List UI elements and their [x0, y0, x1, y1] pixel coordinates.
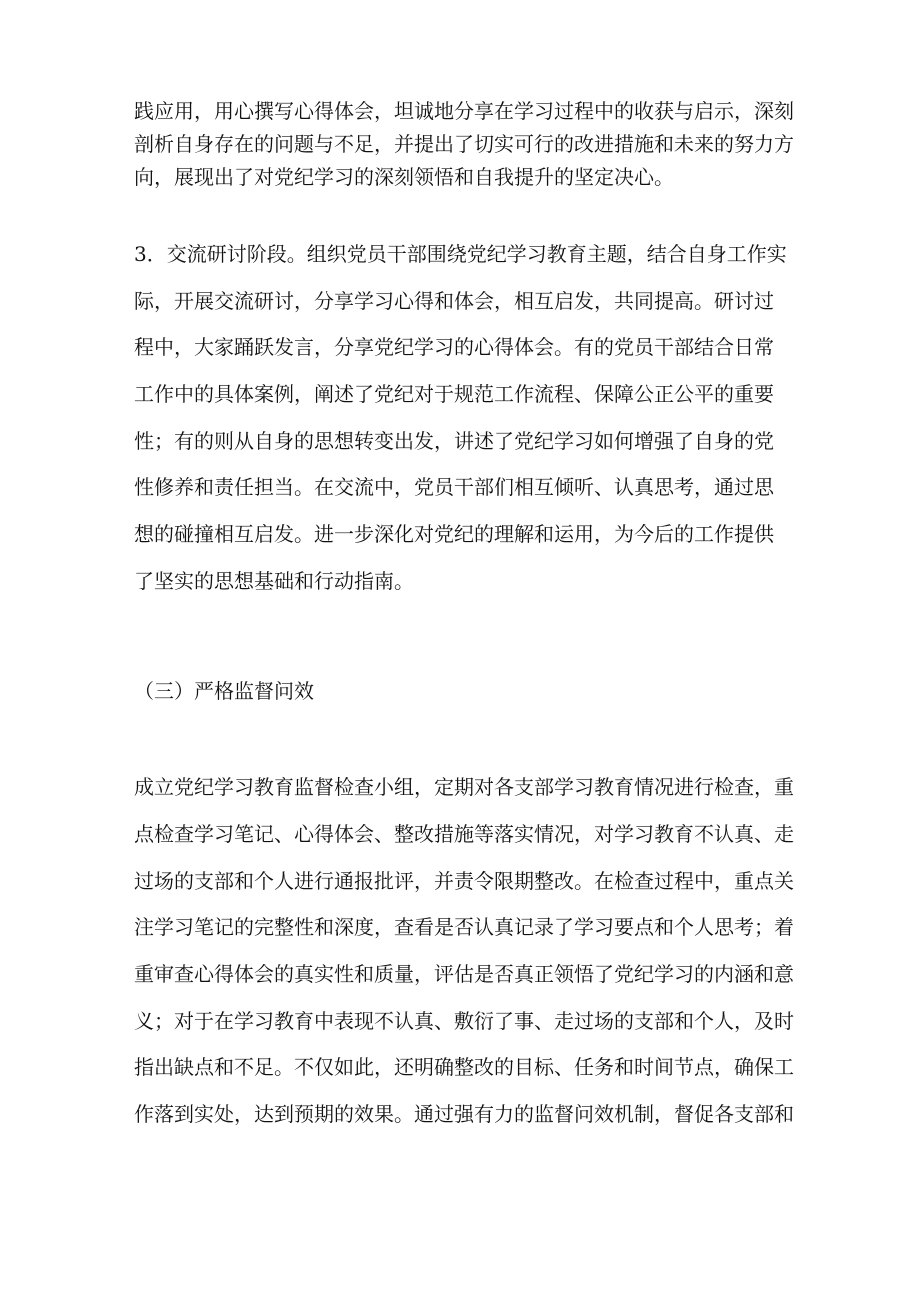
paragraph-2-line-2: 际，开展交流研讨，分享学习心得和体会，相互启发，共同提高。研讨过: [134, 289, 774, 313]
paragraph-2-line-7: 想的碰撞相互启发。进一步深化对党纪的理解和运用，为今后的工作提供: [134, 522, 774, 546]
paragraph-1-line-3: 向，展现出了对党纪学习的深刻领悟和自我提升的坚定决心。: [134, 165, 674, 189]
paragraph-1-line-2: 剖析自身存在的问题与不足，并提出了切实可行的改进措施和未来的努力方: [134, 132, 794, 156]
paragraph-2-line-4: 工作中的具体案例，阐述了党纪对于规范工作流程、保障公正公平的重要: [134, 382, 774, 406]
paragraph-3-line-4: 注学习笔记的完整性和深度，查看是否认真记录了学习要点和个人思考；着: [134, 915, 794, 939]
paragraph-2-line-6: 性修养和责任担当。在交流中，党员干部们相互倾听、认真思考，通过思: [134, 475, 774, 499]
paragraph-2-line-1: 3．交流研讨阶段。组织党员干部围绕党纪学习教育主题，结合自身工作实: [134, 242, 787, 266]
paragraph-1-line-1: 践应用，用心撰写心得体会，坦诚地分享在学习过程中的收获与启示，深刻: [134, 99, 794, 123]
paragraph-2-line-3: 程中，大家踊跃发言，分享党纪学习的心得体会。有的党员干部结合日常: [134, 335, 774, 359]
paragraph-3-line-5: 重审查心得体会的真实性和质量，评估是否真正领悟了党纪学习的内涵和意: [134, 962, 794, 986]
paragraph-3-line-1: 成立党纪学习教育监督检查小组，定期对各支部学习教育情况进行检查，重: [134, 775, 794, 799]
paragraph-3-line-2: 点检查学习笔记、心得体会、整改措施等落实情况，对学习教育不认真、走: [134, 822, 794, 846]
paragraph-3-line-6: 义；对于在学习教育中表现不认真、敷衍了事、走过场的支部和个人，及时: [134, 1009, 794, 1033]
paragraph-3-line-7: 指出缺点和不足。不仅如此，还明确整改的目标、任务和时间节点，确保工: [134, 1055, 794, 1079]
paragraph-2-line-8: 了坚实的思想基础和行动指南。: [134, 569, 414, 593]
section-heading: （三）严格监督问效: [134, 679, 314, 703]
paragraph-3-line-8: 作落到实处，达到预期的效果。通过强有力的监督问效机制，督促各支部和: [134, 1102, 794, 1126]
paragraph-2-line-5: 性；有的则从自身的思想转变出发，讲述了党纪学习如何增强了自身的党: [134, 429, 774, 453]
paragraph-3-line-3: 过场的支部和个人进行通报批评，并责令限期整改。在检查过程中，重点关: [134, 869, 794, 893]
